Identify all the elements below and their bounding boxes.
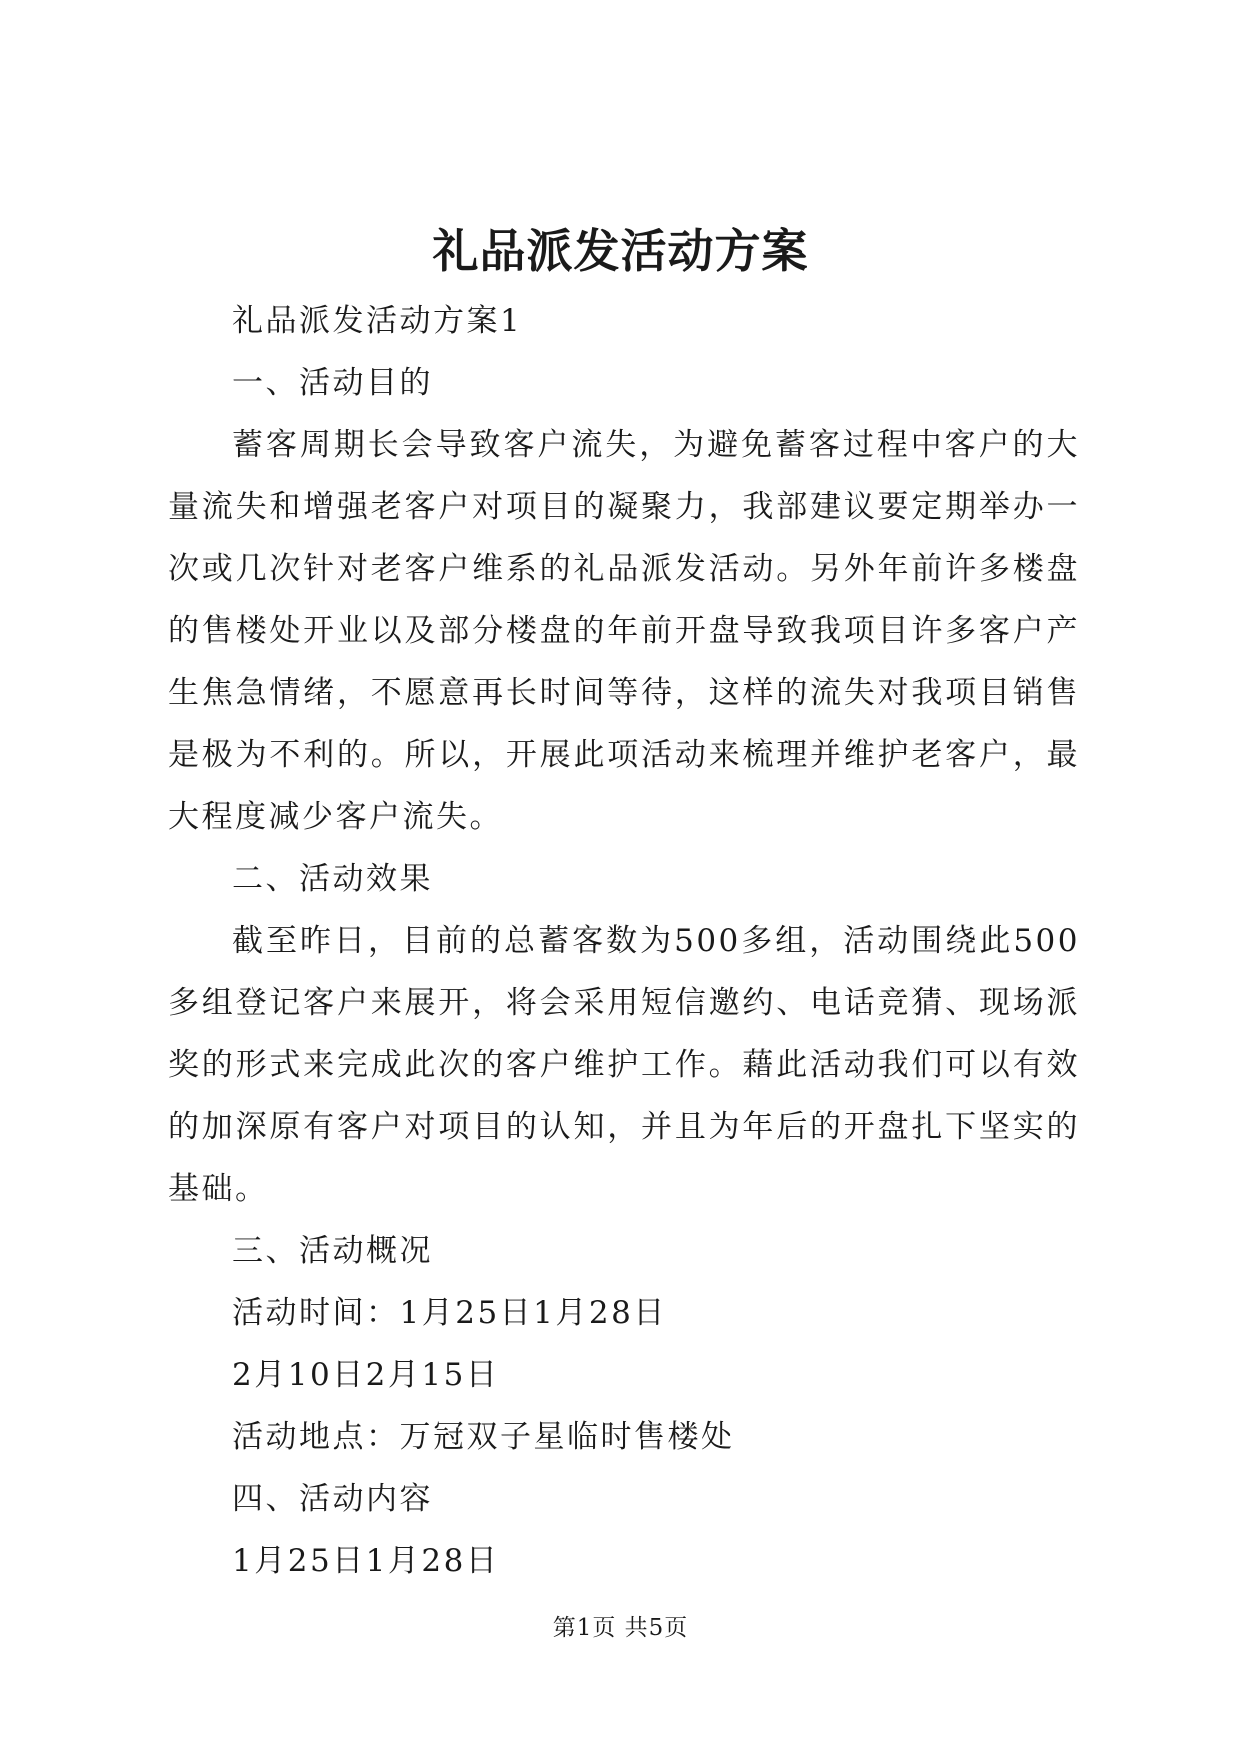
document-subtitle: 礼品派发活动方案1 bbox=[232, 303, 523, 339]
section-heading-effect: 二、活动效果 bbox=[232, 861, 433, 897]
activity-location: 活动地点：万冠双子星临时售楼处 bbox=[232, 1419, 735, 1455]
document-title: 礼品派发活动方案 bbox=[432, 224, 809, 278]
section-heading-content: 四、活动内容 bbox=[232, 1481, 433, 1517]
activity-time-line-1: 活动时间：1月25日1月28日 bbox=[232, 1295, 667, 1331]
section-paragraph-purpose: 蓄客周期长会导致客户流失，为避免蓄客过程中客户的大量流失和增强老客户对项目的凝聚力，我部建议要定期举办一次或几次针对老客户维系的礼品派发活动。另外年前许多楼盘的售楼处开业以及部分楼盘的年前开盘导致我项目许多客户产生焦急情绪，不愿意再长时间等待，这样的流失对我项目销售是极为不利的。所以，开展此项活动来梳理并维护老客户，最大程度减少客户流失。 bbox=[168, 427, 1080, 835]
section-heading-overview: 三、活动概况 bbox=[232, 1233, 433, 1269]
activity-time-line-2: 2月10日2月15日 bbox=[232, 1357, 500, 1393]
page-indicator: 第1页 共5页 bbox=[552, 1615, 689, 1641]
section-heading-purpose: 一、活动目的 bbox=[232, 365, 433, 401]
section-paragraph-effect: 截至昨日，目前的总蓄客数为500多组，活动围绕此500多组登记客户来展开，将会采用短信邀约、电话竞猜、现场派奖的形式来完成此次的客户维护工作。藉此活动我们可以有效的加深原有客户对项目的认知，并且为年后的开盘扎下坚实的基础。 bbox=[168, 923, 1080, 1207]
content-date-line: 1月25日1月28日 bbox=[232, 1543, 500, 1579]
document-body bbox=[168, 290, 1080, 1592]
